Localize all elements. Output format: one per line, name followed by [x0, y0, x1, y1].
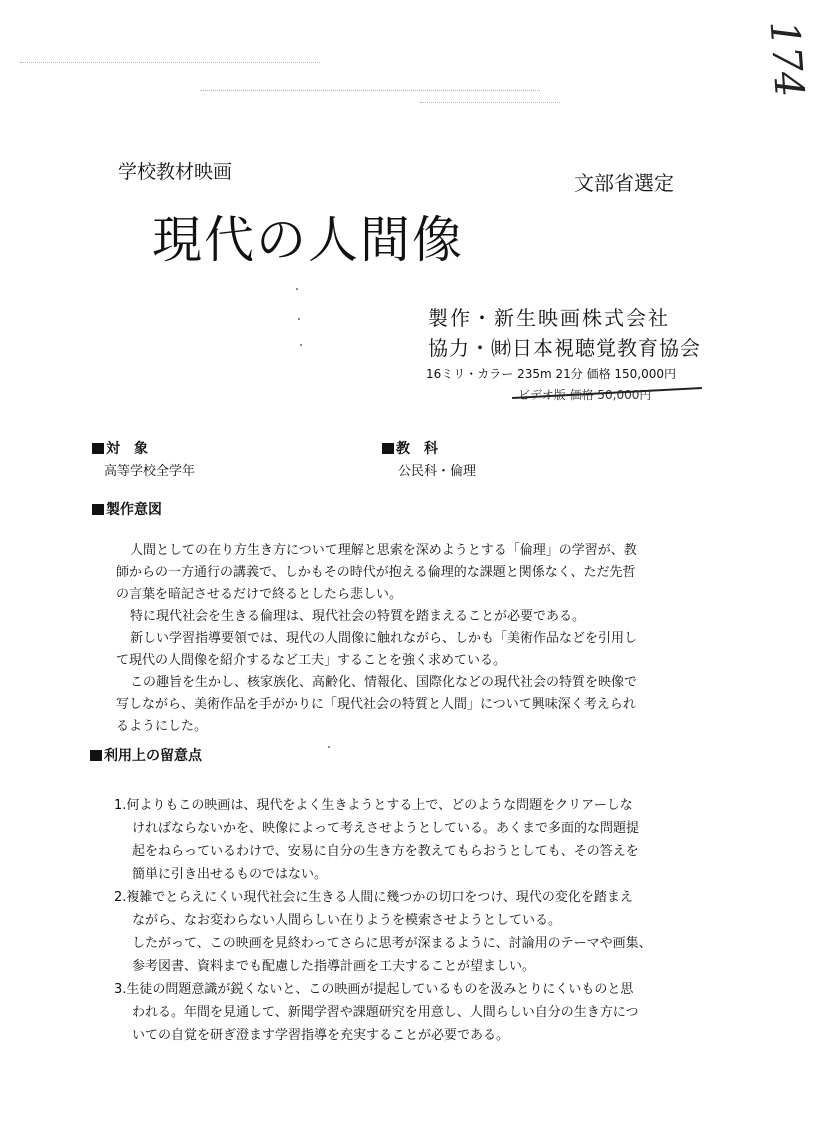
intent-line: 人間としての在り方生き方について理解と思索を深めようとする「倫理」の学習が、教	[130, 543, 637, 558]
note-line: ながら、なお変わらない人間らしい在りようを模索させようとしている。	[132, 913, 562, 928]
note-line: ければならないかを、映像によって考えさせようとしている。あくまで多面的な問題提	[132, 821, 640, 836]
subject-label: 教 科	[396, 441, 438, 457]
note-line: われる。年間を見通して、新聞学習や課題研究を用意し、人間らしい自分の生き方につ	[132, 1005, 639, 1020]
series-label: 学校教材映画	[118, 161, 233, 183]
intent-heading-text: 製作意図	[106, 502, 162, 518]
scan-artifact-line	[420, 102, 560, 103]
note-line: 1.何よりもこの映画は、現代をよく生きようとする上で、どのような問題をクリアーしな	[114, 798, 633, 813]
cooperator-credit: 協力・㈶日本視聴覚教育協会	[428, 336, 701, 360]
scan-speck	[298, 318, 300, 320]
intent-line: るようにした。	[116, 719, 208, 734]
intent-line: て現代の人間像を紹介するなど工夫」することを強く求めている。	[116, 653, 507, 668]
subject-value: 公民科・倫理	[398, 464, 477, 479]
scan-speck	[296, 288, 298, 290]
square-bullet-icon	[92, 504, 104, 515]
square-bullet-icon	[90, 750, 102, 761]
handwritten-page-number: 174	[760, 19, 812, 99]
scan-artifact-line	[20, 62, 320, 63]
intent-line: の言葉を暗記させるだけで終るとしたら悲しい。	[116, 587, 403, 602]
scan-speck	[300, 344, 302, 346]
scan-artifact-line	[200, 90, 540, 91]
film-title: 現代の人間像	[152, 211, 464, 269]
notes-heading	[90, 745, 202, 765]
note-line: 簡単に引き出せるものではない。	[132, 867, 328, 882]
note-line: 2.複雑でとらえにくい現代社会に生きる人間に幾つかの切口をつけ、現代の変化を踏まえ	[114, 890, 633, 905]
target-heading	[92, 438, 148, 458]
square-bullet-icon	[382, 443, 394, 454]
film-spec: 16ミリ・カラー 235m 21分 価格 150,000円	[426, 367, 677, 381]
video-price-struck: ビデオ版 価格 50,000円	[518, 388, 652, 402]
intent-line: 特に現代社会を生きる倫理は、現代社会の特質を踏まえることが必要である。	[130, 609, 586, 624]
note-line: いての自覚を研ぎ澄ます学習指導を充実することが必要である。	[132, 1028, 510, 1043]
subject-heading	[382, 438, 438, 458]
square-bullet-icon	[92, 443, 104, 454]
target-value: 高等学校全学年	[104, 464, 196, 479]
note-line: 参考図書、資料までも配慮した指導計画を工夫することが望ましい。	[132, 959, 536, 974]
target-label: 対 象	[106, 441, 148, 457]
intent-line: この趣旨を生かし、核家族化、高齢化、情報化、国際化などの現代社会の特質を映像で	[130, 675, 638, 690]
note-line: したがって、この映画を見終わってさらに思考が深まるように、討論用のテーマや画集、	[132, 936, 652, 951]
note-line: 3.生徒の問題意識が鋭くないと、この映画が提起しているものを汲みとりにくいものと思	[114, 982, 634, 997]
intent-line: 写しながら、美術作品を手がかりに「現代社会の特質と人間」について興味深く考えられ	[116, 697, 636, 712]
scan-speck	[328, 746, 330, 748]
intent-line: 新しい学習指導要領では、現代の人間像に触れながら、しかも「美術作品などを引用し	[130, 631, 638, 646]
notes-heading-text: 利用上の留意点	[104, 748, 202, 764]
intent-line: 師からの一方通行の講義で、しかもその時代が抱える倫理的な課題と関係なく、ただ先哲	[116, 565, 636, 580]
endorsement-label: 文部省選定	[574, 171, 674, 195]
note-line: 起をねらっているわけで、安易に自分の生き方を教えてもらおうとしても、その答えを	[132, 844, 639, 859]
producer-credit: 製作・新生映画株式会社	[428, 306, 670, 330]
intent-heading	[92, 499, 162, 519]
